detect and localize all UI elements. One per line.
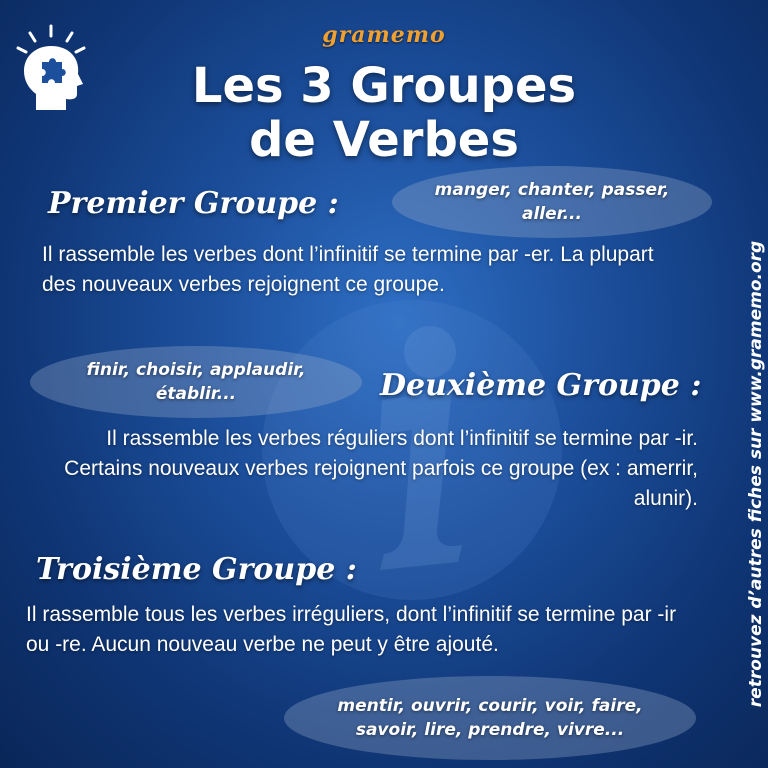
group1-heading: Premier Groupe : [48,186,339,221]
website-side-note: retrouvez d’autres fiches sur www.gramemo.org [746,240,766,708]
group3-examples-bubble [284,676,696,760]
group1-examples-bubble [392,166,712,238]
group2-description: Il rassemble les verbes réguliers dont l’infinitif se termine par -ir. Certains nouveaux verbes rejoignent parfois ce groupe (ex : amerrir, alunir). [64,427,698,510]
page-title-line2: de Verbes [249,112,519,168]
group2-examples-line1: finir, choisir, applaudir, [86,360,306,380]
group3-description: Il rassemble tous les verbes irréguliers, dont l’infinitif se termine par -ir ou -re. Aucun nouveau verbe ne peut y être ajouté. [26,603,677,656]
group3-examples-line2: savoir, lire, prendre, vivre... [355,720,625,740]
group2-heading: Deuxième Groupe : [380,368,702,403]
group3-heading: Troisième Groupe : [36,552,357,587]
brand-logo-text: gramemo [322,22,446,48]
group2-examples-line2: établir... [155,384,237,404]
group1-description: Il rassemble les verbes dont l’infinitif se termine par -er. La plupart des nouveaux verbes rejoignent ce groupe. [42,243,654,296]
group1-examples-line2: aller... [521,204,582,224]
group2-examples-bubble [30,346,362,418]
group1-examples-line1: manger, chanter, passer, [434,180,670,200]
page-title-line1: Les 3 Groupes [191,58,577,114]
group3-examples-line1: mentir, ouvrir, courir, voir, faire, [337,696,643,716]
